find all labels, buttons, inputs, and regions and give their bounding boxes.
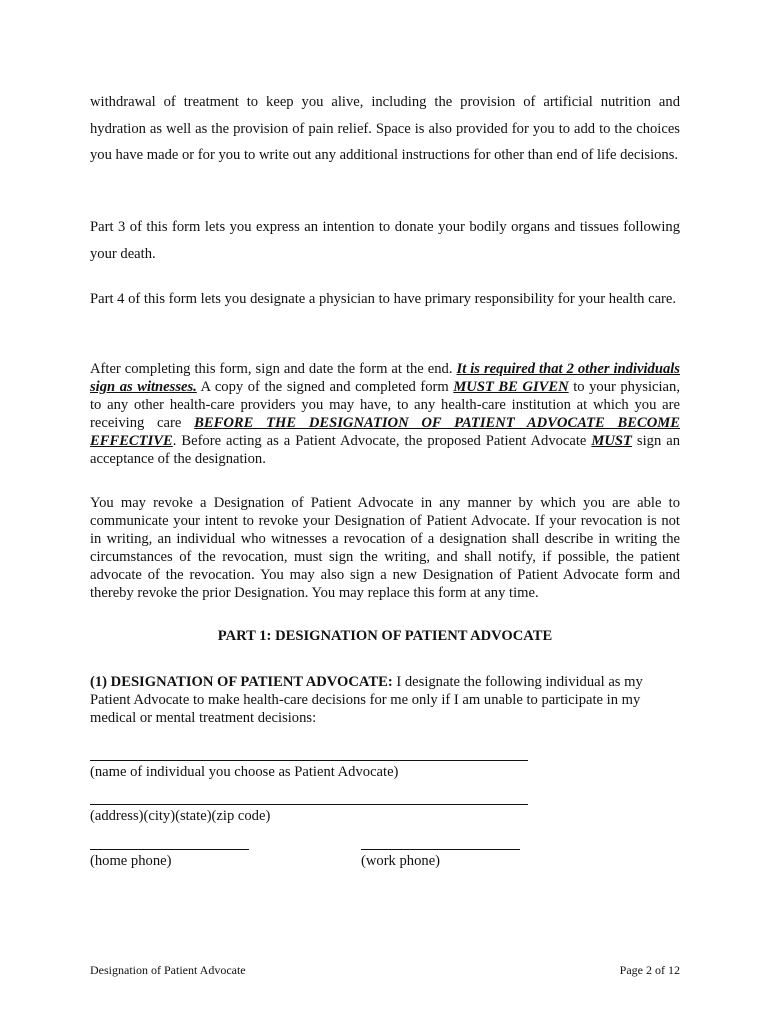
name-field-line[interactable] <box>90 760 528 761</box>
work-phone-field-label: (work phone) <box>361 853 441 869</box>
home-phone-field-label: (home phone) <box>90 853 172 869</box>
work-phone-field-line[interactable] <box>361 849 520 850</box>
intro-paragraph-signing <box>90 361 680 468</box>
footer-title: Designation of Patient Advocate <box>90 963 246 977</box>
signing-text-3: to your physician, to any other health-care providers you may have, to any health-care institution at which you are receiving care <box>90 378 680 431</box>
part1-heading: PART 1: DESIGNATION OF PATIENT ADVOCATE <box>217 628 553 644</box>
signing-text-1: After completing this form, sign and date the form at the end. <box>90 361 457 377</box>
designation-text: I designate the following individual as my Patient Advocate to make health-care decisions for me only if I am unable to participate in my medical or mental treatment decisions: <box>90 674 643 726</box>
intro-paragraph-revocation: You may revoke a Designation of Patient Advocate in any manner by which you are able to communicate your intent to revoke your Designation of Patient Advocate. If your revocation is not in writing, an individual who witnesses a revocation of a designation shall describe in writing the circumstances of the revocation, must sign the writing, and shall notify, if possible, the patient advocate of the revocation. You may also sign a new Designation of Patient Advocate form and thereby revoke the prior Designation. You may replace this form at any time. <box>90 495 680 601</box>
designation-label: (1) DESIGNATION OF PATIENT ADVOCATE: <box>90 674 393 690</box>
intro-paragraph-part4: Part 4 of this form lets you designate a physician to have primary responsibility for your health care. <box>90 291 677 307</box>
intro-paragraph-part3: Part 3 of this form lets you express an intention to donate your bodily organs and tissues following your death. <box>90 219 680 262</box>
witness-requirement: It is required that 2 other individuals sign as witnesses. <box>90 361 680 395</box>
intro-paragraph-1: withdrawal of treatment to keep you alive, including the provision of artificial nutrition and hydration as well as the provision of pain relief. Space is also provided for you to add to the choices you have made or for you to write out any additional instructions for other than end of life decisions. <box>90 94 680 164</box>
signing-text-2: A copy of the signed and completed form <box>196 378 454 395</box>
signing-text-5: sign an acceptance of the designation. <box>90 432 680 467</box>
name-field-label: (name of individual you choose as Patient Advocate) <box>90 764 399 780</box>
before-effective-emphasis: BEFORE THE DESIGNATION OF PATIENT ADVOCATE BECOME EFFECTIVE <box>90 414 680 449</box>
address-field-label: (address)(city)(state)(zip code) <box>90 808 271 824</box>
signing-text-4: . Before acting as a Patient Advocate, the proposed Patient Advocate <box>172 432 592 449</box>
designation-paragraph <box>90 674 680 728</box>
must-emphasis: MUST <box>591 432 632 449</box>
footer-page-number: Page 2 of 12 <box>619 963 680 977</box>
address-field-line[interactable] <box>90 804 528 805</box>
home-phone-field-line[interactable] <box>90 849 249 850</box>
must-be-given-emphasis: MUST BE GIVEN <box>453 378 569 395</box>
